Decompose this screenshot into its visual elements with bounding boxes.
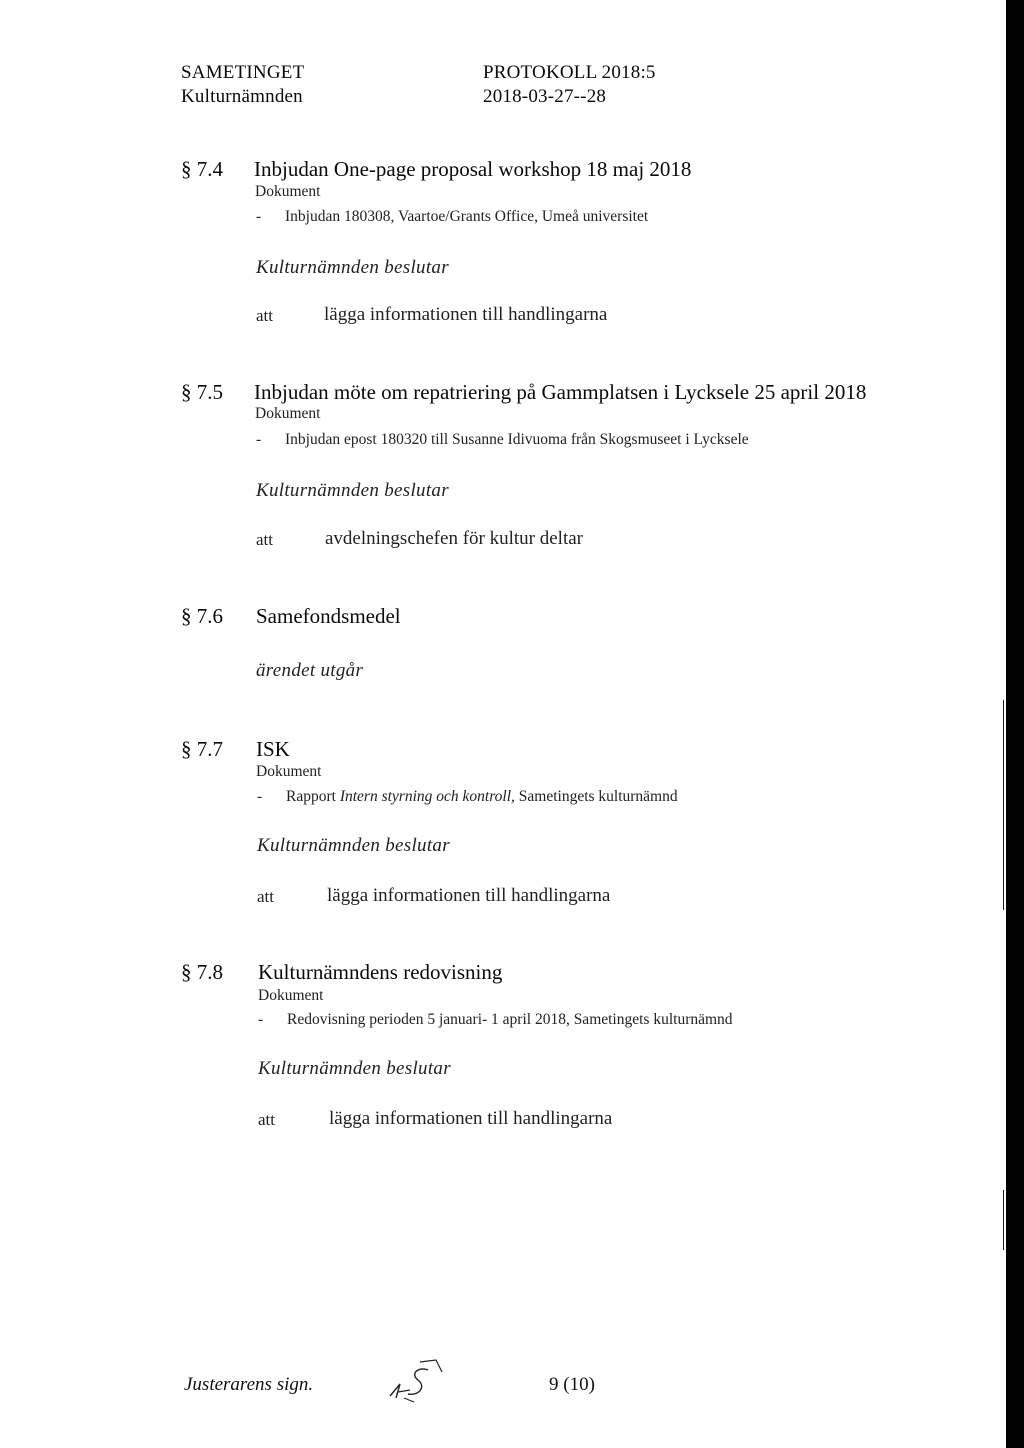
section-title: Samefondsmedel <box>256 604 401 628</box>
document-label: Dokument <box>258 987 324 1004</box>
signature-scribble-icon <box>370 1352 460 1412</box>
decision-heading: Kulturnämnden beslutar <box>258 1058 451 1079</box>
decision-text: avdelningschefen för kultur deltar <box>325 528 583 549</box>
document-label: Dokument <box>255 405 321 422</box>
section-number: § 7.8 <box>181 960 223 984</box>
document-label: Dokument <box>255 183 321 200</box>
section-number: § 7.7 <box>181 737 223 761</box>
document-label: Dokument <box>256 763 322 780</box>
document-item: Redovisning perioden 5 januari- 1 april 2018, Sametingets kulturnämnd <box>287 1011 733 1028</box>
scan-edge-line <box>1003 700 1004 910</box>
decision-att: att <box>258 1110 275 1129</box>
section-title: Kulturnämndens redovisning <box>258 960 503 984</box>
header-protocol: PROTOKOLL 2018:5 <box>483 62 656 83</box>
decision-att: att <box>257 887 274 906</box>
list-dash: - <box>258 1011 264 1028</box>
header-date: 2018-03-27--28 <box>483 86 607 107</box>
decision-heading: Kulturnämnden beslutar <box>256 480 449 501</box>
section-title: ISK <box>256 737 290 761</box>
section-note: ärendet utgår <box>256 660 364 681</box>
list-dash: - <box>256 208 262 225</box>
list-dash: - <box>256 431 262 448</box>
decision-text: lägga informationen till handlingarna <box>324 304 608 325</box>
signature-label: Justerarens sign. <box>184 1374 314 1395</box>
decision-heading: Kulturnämnden beslutar <box>257 835 450 856</box>
decision-text: lägga informationen till handlingarna <box>327 885 611 906</box>
section-title: Inbjudan möte om repatriering på Gammplatsen i Lycksele 25 april 2018 <box>254 380 867 404</box>
scan-edge-line <box>1003 1190 1004 1250</box>
header-org: SAMETINGET <box>181 62 305 83</box>
decision-att: att <box>256 306 273 325</box>
decision-heading: Kulturnämnden beslutar <box>256 257 449 278</box>
document-item-prefix: Rapport <box>286 788 336 805</box>
decision-text: lägga informationen till handlingarna <box>329 1108 613 1129</box>
document-item-title: Intern styrning och kontroll, <box>339 788 515 805</box>
document-item-suffix: Sametingets kulturnämnd <box>518 788 678 805</box>
section-number: § 7.4 <box>181 157 223 181</box>
section-number: § 7.5 <box>181 380 223 404</box>
decision-att: att <box>256 530 273 549</box>
document-item <box>286 788 678 806</box>
header-dept: Kulturnämnden <box>181 86 303 107</box>
document-item: Inbjudan epost 180320 till Susanne Idivuoma från Skogsmuseet i Lycksele <box>285 431 749 448</box>
page-number: 9 (10) <box>549 1374 595 1395</box>
section-number: § 7.6 <box>181 604 223 628</box>
document-item: Inbjudan 180308, Vaartoe/Grants Office, Umeå universitet <box>285 208 649 225</box>
section-title: Inbjudan One-page proposal workshop 18 maj 2018 <box>254 157 692 181</box>
list-dash: - <box>257 788 263 805</box>
